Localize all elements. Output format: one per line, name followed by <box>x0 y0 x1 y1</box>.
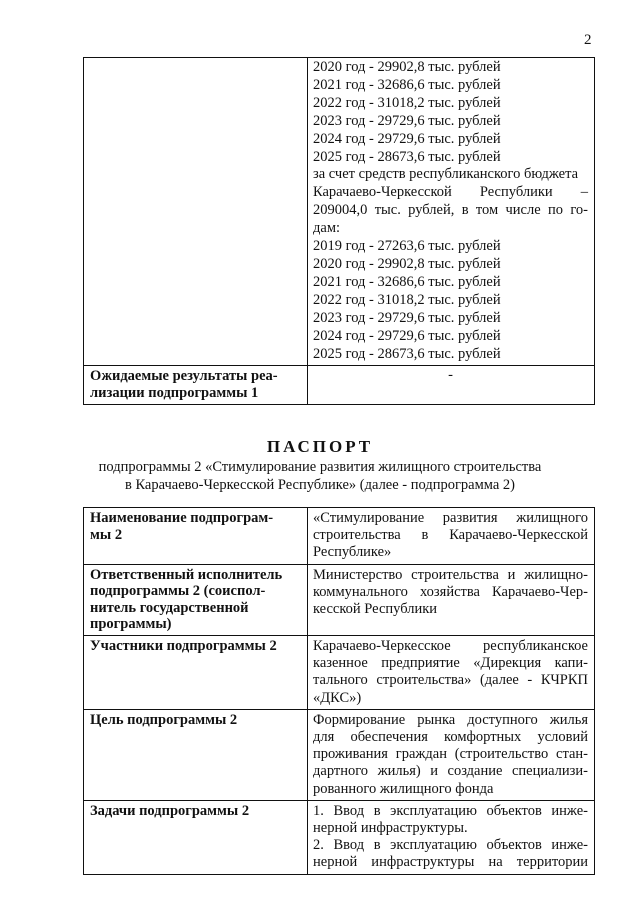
funding-value-cell <box>308 58 595 366</box>
results-value-cell: - <box>308 366 595 404</box>
passport-value-line: нерной инфраструктуры на территории <box>313 854 588 871</box>
funding-line: 2020 год - 29902,8 тыс. рублей <box>313 255 501 272</box>
passport-table <box>83 507 595 875</box>
passport-label-line: Задачи подпрограммы 2 <box>90 802 250 819</box>
results-label-cell <box>84 366 308 404</box>
passport-value-line: тального строительства» (далее - КЧРКП <box>313 672 588 689</box>
funding-line: 2025 год - 28673,6 тыс. рублей <box>313 345 501 362</box>
passport-label-line: Наименование подпрограм- <box>90 510 274 526</box>
funding-line: 2022 год - 31018,2 тыс. рублей <box>313 291 501 308</box>
passport-label-line: Участники подпрограммы 2 <box>90 637 277 654</box>
passport-label-line: Цель подпрограммы 2 <box>90 711 238 728</box>
funding-line: 2021 год - 32686,6 тыс. рублей <box>313 273 501 290</box>
passport-value-line: для обеспечения комфортных условий <box>313 729 588 745</box>
page-number: 2 <box>584 32 592 48</box>
passport-value-line: 1. Ввод в эксплуатацию объектов инже- <box>313 802 588 819</box>
passport-label-line: программы) <box>90 616 172 633</box>
passport-label-cell <box>84 564 308 635</box>
funding-line: 2019 год - 27263,6 тыс. рублей <box>313 238 501 255</box>
passport-value-cell <box>308 508 595 565</box>
passport-title: ПАСПОРТ <box>266 437 374 456</box>
passport-value-line: Формирование рынка доступного жилья <box>313 711 588 728</box>
passport-value-cell <box>308 564 595 635</box>
passport-subtitle-line: подпрограммы 2 «Стимулирование развития жилищного строительства <box>98 459 542 475</box>
passport-table-row <box>84 635 595 709</box>
results-label-line: Ожидаемые результаты реа- <box>90 368 278 385</box>
budget-text-line: дам: <box>313 220 341 237</box>
passport-value-cell <box>308 709 595 800</box>
passport-label-line: Ответственный исполнитель <box>90 566 283 583</box>
passport-label-line: мы 2 <box>90 526 123 543</box>
passport-value-line: дартного жилья) и создание специализи- <box>313 763 588 780</box>
passport-label-cell <box>84 800 308 874</box>
passport-value-line: «Стимулирование развития жилищного <box>313 510 588 526</box>
funding-line: 2020 год - 29902,8 тыс. рублей <box>313 59 501 75</box>
passport-value-line: 2. Ввод в эксплуатацию объектов инже- <box>313 837 588 854</box>
funding-line: 2025 год - 28673,6 тыс. рублей <box>313 148 501 165</box>
funding-line: 2023 год - 29729,6 тыс. рублей <box>313 112 501 129</box>
passport-value-line: Карачаево-Черкесское республиканское <box>313 637 588 654</box>
funding-line: 2022 год - 31018,2 тыс. рублей <box>313 94 501 111</box>
passport-value-line: нерной инфраструктуры. <box>313 820 468 837</box>
passport-value-line: Министерство строительства и жилищно- <box>313 566 588 583</box>
funding-line: 2024 год - 29729,6 тыс. рублей <box>313 327 501 344</box>
passport-value-line: проживания граждан (строительство стан- <box>313 746 588 763</box>
passport-value-cell <box>308 800 595 874</box>
budget-text-line: за счет средств республиканского бюджета <box>313 166 579 183</box>
budget-text-line: 209004,0 тыс. рублей, в том числе по го- <box>313 202 588 219</box>
passport-table-row <box>84 508 595 565</box>
passport-value-line: рованного жилищного фонда <box>313 780 494 797</box>
passport-value-line: Республике» <box>313 544 392 561</box>
passport-label-cell <box>84 508 308 565</box>
passport-table-row <box>84 800 595 874</box>
budget-text-line: Карачаево-Черкесской Республики – <box>313 184 588 201</box>
funding-table <box>83 57 595 405</box>
passport-value-cell <box>308 635 595 709</box>
passport-label-cell <box>84 709 308 800</box>
results-label-line: лизации подпрограммы 1 <box>90 385 259 401</box>
passport-label-cell <box>84 635 308 709</box>
passport-label-line: подпрограммы 2 (соиспол- <box>90 583 266 600</box>
passport-value-line: коммунального хозяйства Карачаево-Чер- <box>313 583 588 600</box>
passport-value-line: строительства в Карачаево-Черкесской <box>313 527 588 544</box>
funding-label-cell <box>84 58 308 366</box>
passport-label-line: нитель государственной <box>90 599 249 616</box>
passport-subtitle-line: в Карачаево-Черкесской Республике» (далее - подпрограмма 2) <box>124 477 516 493</box>
funding-line: 2021 год - 32686,6 тыс. рублей <box>313 76 501 93</box>
passport-value-line: «ДКС») <box>313 689 362 706</box>
funding-line: 2024 год - 29729,6 тыс. рублей <box>313 130 501 147</box>
funding-line: 2023 год - 29729,6 тыс. рублей <box>313 309 501 326</box>
passport-value-line: казенное предприятие «Дирекция капи- <box>313 655 588 672</box>
passport-value-line: кесской Республики <box>313 601 438 618</box>
passport-table-row <box>84 564 595 635</box>
passport-table-row <box>84 709 595 800</box>
